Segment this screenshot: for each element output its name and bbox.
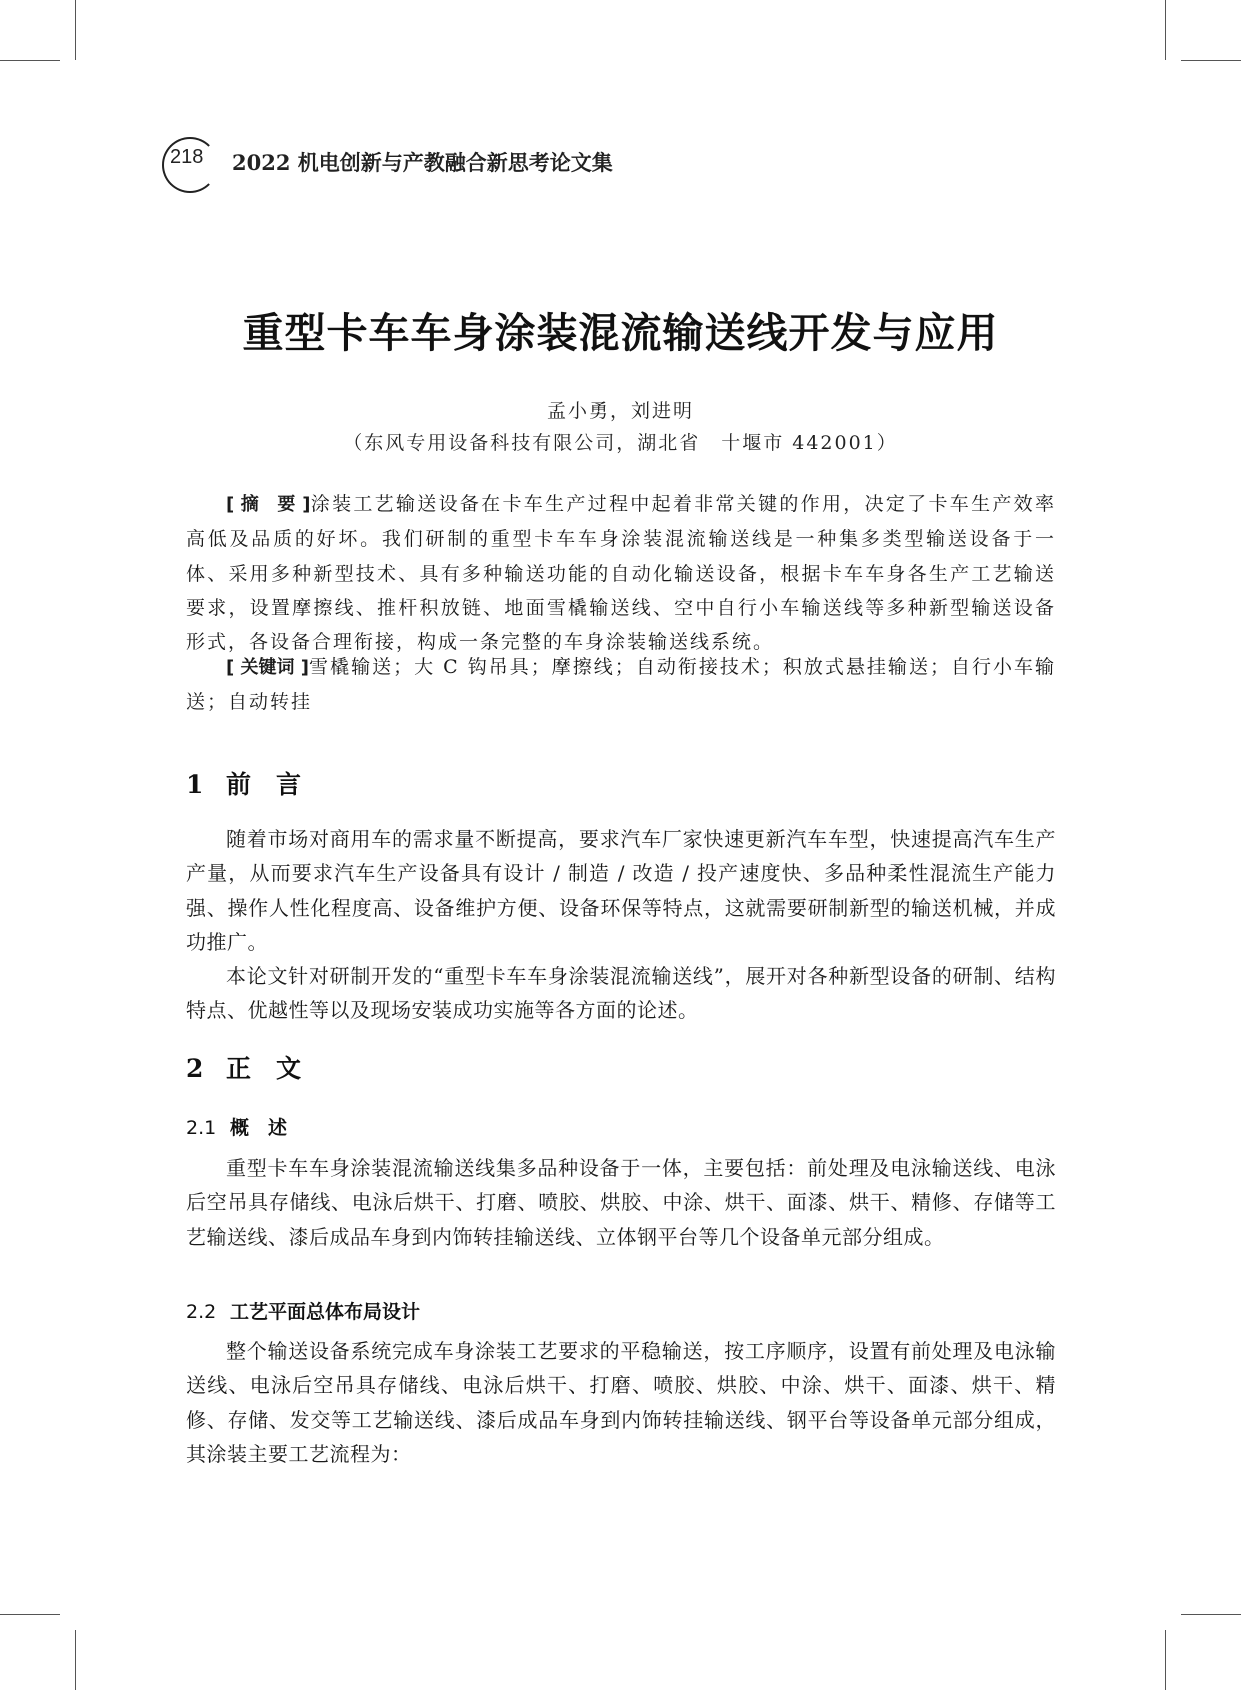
crop-mark: [75, 1630, 76, 1690]
affiliation: （东风专用设备科技有限公司，湖北省 十堰市 442001）: [343, 432, 898, 454]
subsection-title: 工艺平面总体布局设计: [230, 1301, 421, 1323]
page-number: 218: [170, 146, 204, 168]
crop-mark: [0, 60, 60, 61]
section-number: 1: [186, 770, 204, 799]
subsection-number: 2.2: [186, 1301, 217, 1323]
crop-mark: [1165, 1630, 1166, 1690]
body-paragraph: 整个输送设备系统完成车身涂装工艺要求的平稳输送，按工序顺序，设置有前处理及电泳输送线、电泳后空吊具存储线、电泳后烘干、打磨、喷胶、烘胶、中涂、烘干、面漆、烘干、精修、存储、发交等工艺输送线、漆后成品车身到内饰转挂输送线、钢平台等设备单元部分组成，其涂装主要工艺流程为：: [186, 1339, 1056, 1466]
subsection-heading: [186, 1113, 287, 1140]
keywords-text: 雪橇输送；大 C 钩吊具；摩擦线；自动衔接技术；积放式悬挂输送；自行小车输送；自动转挂: [186, 656, 1056, 714]
crop-mark: [1165, 0, 1166, 60]
section-number: 2: [186, 1054, 204, 1083]
section-title: 正 文: [226, 1054, 302, 1083]
body-paragraph: 本论文针对研制开发的“重型卡车车身涂装混流输送线”，展开对各种新型设备的研制、结构特点、优越性等以及现场安装成功实施等各方面的论述。: [186, 964, 1056, 1023]
abstract-text: 涂装工艺输送设备在卡车生产过程中起着非常关键的作用，决定了卡车生产效率高低及品质的好坏。我们研制的重型卡车车身涂装混流输送线是一种集多类型输送设备于一体、采用多种新型技术、具有多种输送功能的自动化输送设备，根据卡车车身各生产工艺输送要求，设置摩擦线、推杆积放链、地面雪橇输送线、空中自行小车输送线等多种新型输送设备形式，各设备合理衔接，构成一条完整的车身涂装输送线系统。: [186, 493, 1056, 654]
subsection-title: 概 述: [230, 1117, 288, 1139]
body-paragraph: 随着市场对商用车的需求量不断提高，要求汽车厂家快速更新汽车车型，快速提高汽车生产产量，从而要求汽车生产设备具有设计 / 制造 / 改造 / 投产速度快、多品种柔性混流生产能力强、操作人性化程度高、设备维护方便、设备环保等特点，这就需要研制新型的输送机械，并成功推广。: [186, 827, 1056, 954]
keywords-label: [ 关键词 ]: [226, 657, 310, 678]
body-paragraph: 重型卡车车身涂装混流输送线集多品种设备于一体，主要包括：前处理及电泳输送线、电泳后空吊具存储线、电泳后烘干、打磨、喷胶、烘胶、中涂、烘干、面漆、烘干、精修、存储等工艺输送线、漆后成品车身到内饰转挂输送线、立体钢平台等几个设备单元部分组成。: [186, 1156, 1056, 1249]
subsection-number: 2.1: [186, 1117, 217, 1139]
running-title: 2022 机电创新与产教融合新思考论文集: [232, 150, 613, 175]
crop-mark: [75, 0, 76, 60]
authors: 孟小勇，刘进明: [546, 400, 694, 422]
keywords: [186, 650, 1056, 720]
section-title: 前 言: [226, 770, 302, 799]
section-heading: [186, 1049, 301, 1085]
section-heading: [186, 765, 301, 801]
crop-mark: [0, 1614, 60, 1615]
abstract-label: [ 摘 要 ]: [226, 494, 311, 515]
abstract: [186, 487, 1056, 659]
crop-mark: [1181, 60, 1241, 61]
crop-mark: [1181, 1614, 1241, 1615]
paper-title: 重型卡车车身涂装混流输送线开发与应用: [242, 309, 999, 357]
subsection-heading: [186, 1297, 420, 1324]
